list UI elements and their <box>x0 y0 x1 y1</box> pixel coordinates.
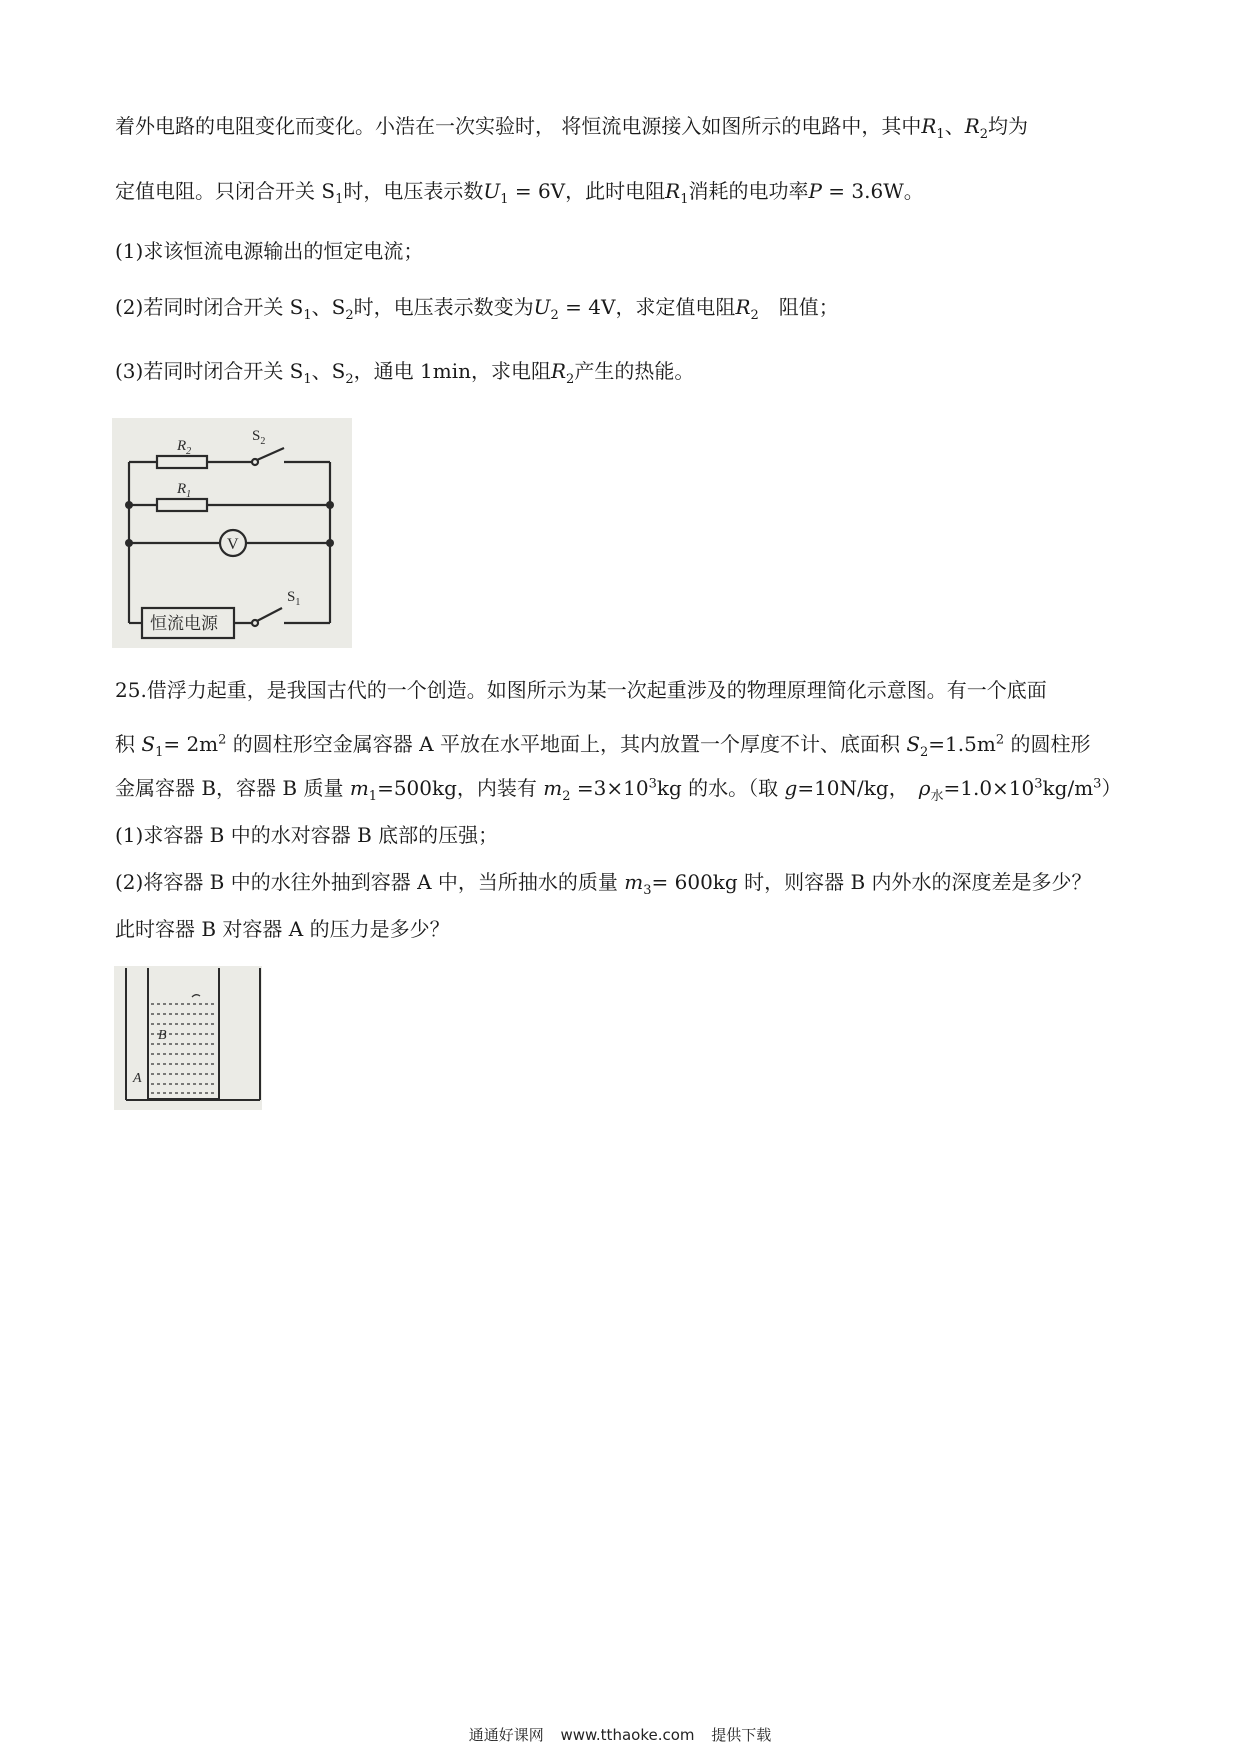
q24-item-1: (1)求该恒流电源输出的恒定电流； <box>115 239 424 263</box>
circuit-background <box>112 418 352 648</box>
circuit-diagram <box>112 418 352 648</box>
source-label: 恒流电源 <box>150 614 218 634</box>
q24-intro-line: 着外电路的电阻变化而变化。小浩在一次实验时， 将恒流电源接入如图所示的电路中，其中$R_1$、$R_2$均为 <box>115 114 1029 142</box>
label-r1: $R_1$ <box>177 481 192 500</box>
label-r2: $R_2$ <box>177 438 192 457</box>
page-footer <box>0 1724 1240 1745</box>
footer-site-name: 通通好课网 <box>468 1726 544 1744</box>
q24-item-3: (3)若同时闭合开关 $S_1$、$S_2$，通电 1min，求电阻$R_2$产生的热能。 <box>115 359 695 387</box>
q25-item-1: (1)求容器 B 中的水对容器 B 底部的压强； <box>115 823 499 847</box>
q25-line-1: 25.借浮力起重，是我国古代的一个创造。如图所示为某一次起重涉及的物理原理简化示意图。有一个底面 <box>115 678 1047 702</box>
q24-condition-line: 定值电阻。只闭合开关 $S_1$时，电压表示数$U_1 = 6V$，此时电阻$R_1$消耗的电功率P = 3.6W。 <box>115 179 924 207</box>
junction-dot <box>326 539 334 547</box>
container-figure <box>114 966 262 1110</box>
junction-dot <box>125 539 133 547</box>
q25-line-2: 积 $S_1= 2m^2$ 的圆柱形空金属容器 A 平放在水平地面上，其内放置一个厚度不计、底面积 $S_2=1.5m^2$ 的圆柱形 <box>115 732 1091 760</box>
footer-url[interactable]: www.tthaoke.com <box>560 1726 695 1744</box>
container-background <box>114 966 262 1110</box>
q25-item-2: (2)将容器 B 中的水往外抽到容器 A 中，当所抽水的质量 $m_3= 600kg$ 时，则容器 B 内外水的深度差是多少？ <box>115 870 1092 898</box>
label-container-a: A <box>133 1071 142 1086</box>
q25-line-3: 金属容器 B，容器 B 质量 $m_1=500kg$，内装有 $m_2 =3\times 10^3kg$ 的水。（取 g=10N/kg， $\rho_水=1.0\times 10^3kg/m^3$） <box>115 776 1122 804</box>
junction-dot <box>125 501 133 509</box>
voltmeter-label: V <box>227 536 239 553</box>
q24-item-2: (2)若同时闭合开关 $S_1$、$S_2$时，电压表示数变为$U_2 = 4V$，求定值电阻$R_2$ 阻值； <box>115 295 839 323</box>
footer-suffix: 提供下载 <box>711 1726 772 1744</box>
label-s2: $S_2$ <box>252 428 266 447</box>
q25-item-2-continued: 此时容器 B 对容器 A 的压力是多少？ <box>115 917 450 941</box>
junction-dot <box>326 501 334 509</box>
label-s1: $S_1$ <box>287 589 301 608</box>
label-container-b: B <box>158 1028 167 1043</box>
